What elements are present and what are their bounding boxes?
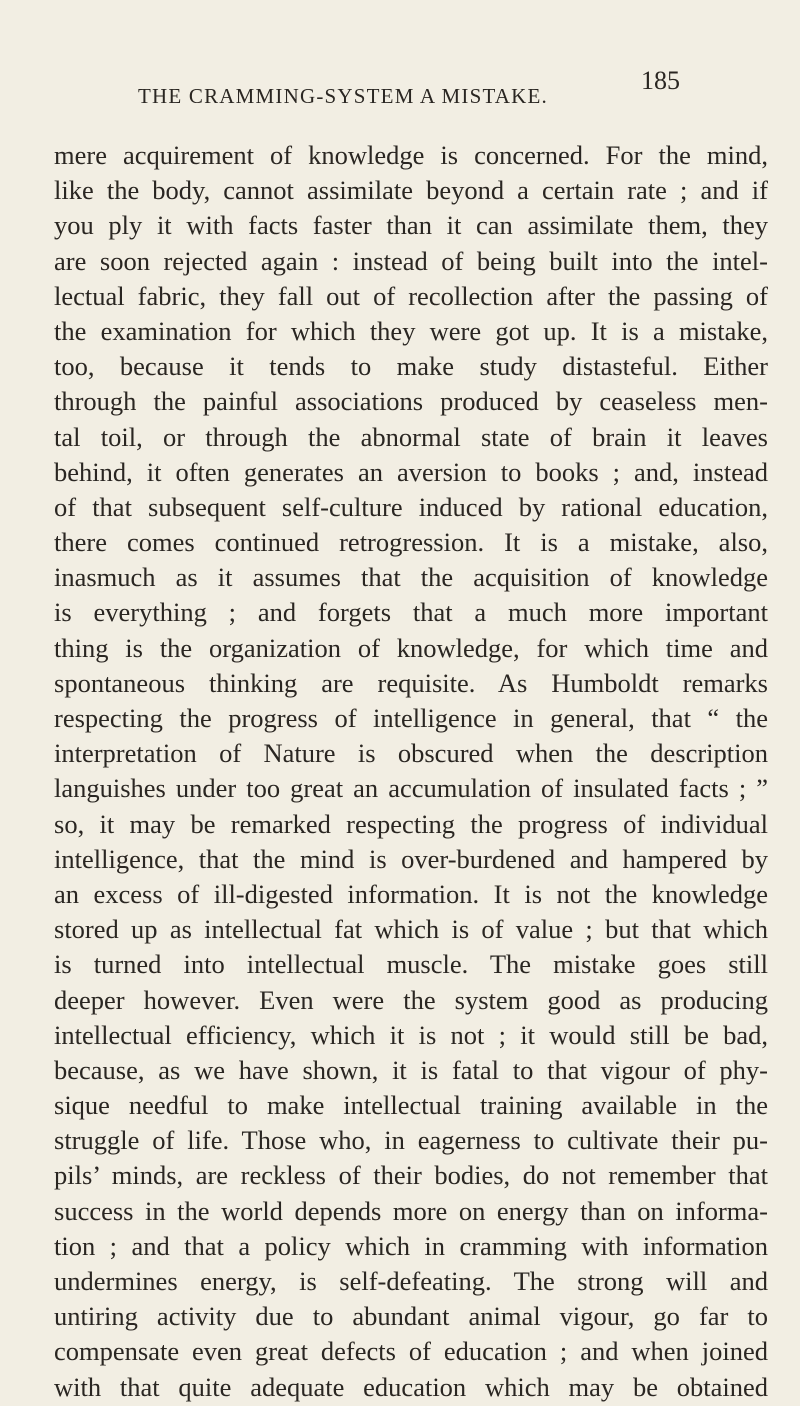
text-line: lectual fabric, they fall out of recollection after the passing of <box>54 280 768 311</box>
running-head <box>138 66 680 110</box>
text-line: untiring activity due to abundant animal vigour, go far to <box>54 1301 768 1332</box>
text-line: sique needful to make intellectual training available in the <box>54 1090 768 1121</box>
text-line: spontaneous thinking are requisite. As Humboldt remarks <box>54 667 768 698</box>
text-line: like the body, cannot assimilate beyond a certain rate ; and if <box>54 175 768 206</box>
text-line: success in the world depends more on energy than on informa- <box>54 1195 768 1226</box>
text-line: languishes under too great an accumulation of insulated facts ; ” <box>54 773 768 804</box>
body-text <box>54 138 768 1405</box>
text-line: undermines energy, is self-defeating. The strong will and <box>54 1266 768 1296</box>
text-line: pils’ minds, are reckless of their bodies, do not remember that <box>54 1160 768 1191</box>
text-line: struggle of life. Those who, in eagerness to cultivate their pu- <box>54 1125 768 1156</box>
text-line: deeper however. Even were the system good as producing <box>54 984 768 1015</box>
text-line: behind, it often generates an aversion to books ; and, instead <box>54 456 768 487</box>
text-line: inasmuch as it assumes that the acquisition of knowledge <box>54 562 768 593</box>
text-line: mere acquirement of knowledge is concerned. For the mind, <box>54 140 768 170</box>
running-title: THE CRAMMING-SYSTEM A MISTAKE. <box>138 84 549 108</box>
text-line: tion ; and that a policy which in cramming with information <box>54 1230 768 1261</box>
text-line: is turned into intellectual muscle. The mistake goes still <box>54 949 768 980</box>
text-line: an excess of ill-digested information. It is not the knowledge <box>54 878 768 909</box>
text-line: tal toil, or through the abnormal state of brain it leaves <box>54 421 768 452</box>
text-line: is everything ; and forgets that a much more important <box>54 597 768 628</box>
text-line: of that subsequent self-culture induced by rational education, <box>54 491 768 522</box>
text-line: are soon rejected again : instead of being built into the intel- <box>54 245 768 276</box>
text-line: respecting the progress of intelligence in general, that “ the <box>54 703 768 733</box>
text-line: too, because it tends to make study distasteful. Either <box>54 351 768 382</box>
text-line: you ply it with facts faster than it can assimilate them, they <box>54 210 768 241</box>
text-line: compensate even great defects of education ; and when joined <box>54 1336 768 1367</box>
text-line: interpretation of Nature is obscured when the description <box>54 738 768 769</box>
text-line: with that quite adequate education which may be obtained <box>54 1371 768 1402</box>
text-line: so, it may be remarked respecting the progress of individual <box>54 808 768 839</box>
text-line: through the painful associations produced by ceaseless men- <box>54 386 768 417</box>
page-number: 185 <box>641 66 680 95</box>
text-line: intelligence, that the mind is over-burdened and hampered by <box>54 843 768 874</box>
text-line: there comes continued retrogression. It is a mistake, also, <box>54 527 768 558</box>
text-line: stored up as intellectual fat which is of value ; but that which <box>54 914 768 945</box>
text-line: because, as we have shown, it is fatal to that vigour of phy- <box>54 1054 768 1085</box>
text-line: the examination for which they were got up. It is a mistake, <box>54 315 768 346</box>
text-line: thing is the organization of knowledge, for which time and <box>54 632 768 663</box>
text-line: intellectual efficiency, which it is not ; it would still be bad, <box>54 1019 768 1050</box>
